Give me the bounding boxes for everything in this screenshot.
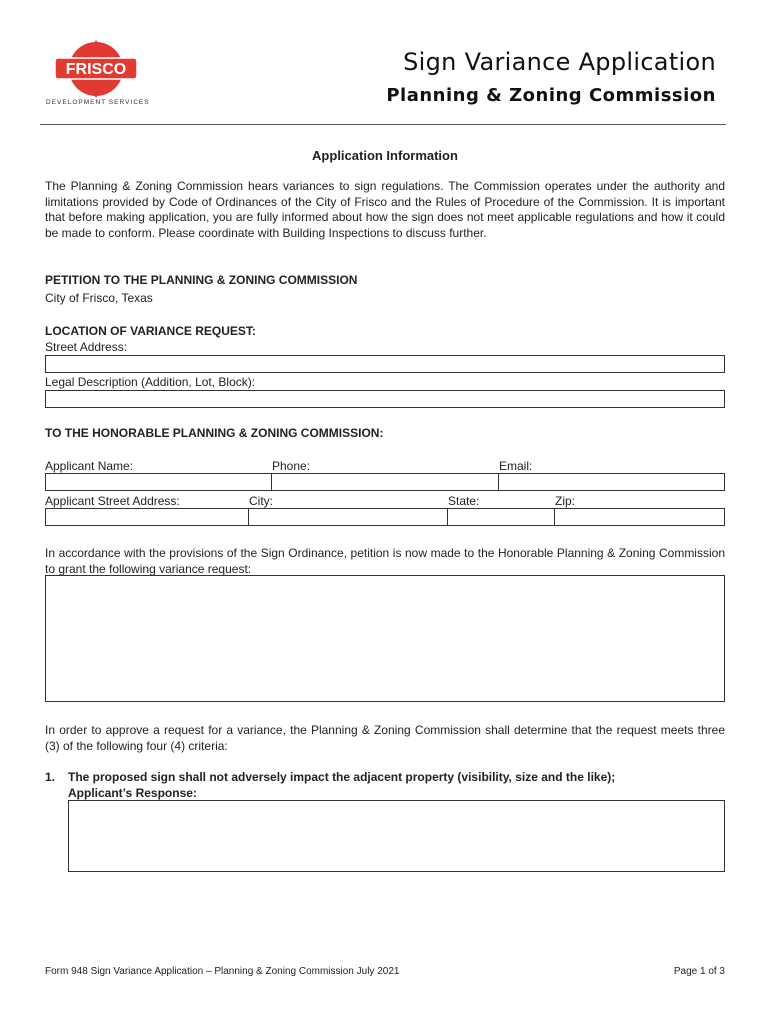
applicant-contact-row xyxy=(45,473,725,491)
variance-request-field[interactable] xyxy=(45,575,725,702)
city-label: City: xyxy=(249,494,273,508)
state-field[interactable] xyxy=(448,508,555,526)
legal-description-field[interactable] xyxy=(45,390,725,408)
street-address-field[interactable] xyxy=(45,355,725,373)
application-info-heading: Application Information xyxy=(312,148,458,163)
variance-request-intro: In accordance with the provisions of the Sign Ordinance, petition is now made to the Honorable Planning & Zoning Commission to grant the following variance request: xyxy=(45,546,725,576)
page-title: Sign Variance Application xyxy=(403,48,716,76)
applicant-response-field[interactable] xyxy=(68,800,725,872)
criteria-item-1-number: 1. xyxy=(45,770,56,784)
logo-text: FRISCO xyxy=(65,61,127,78)
application-info-body: The Planning & Zoning Commission hears variances to sign regulations. The Commission operates under the authority and limitations provided by Code of Ordinances of the City of Frisco and the Rules of Procedure of the Commission. It is important that before making application, you are fully informed about how the sign does not meet applicable regulations and how it could be made to conform. Please coordinate with Building Inspections to discuss further. xyxy=(45,179,725,240)
street-address-label: Street Address: xyxy=(45,340,128,354)
petition-heading: PETITION TO THE PLANNING & ZONING COMMISSION xyxy=(45,273,358,287)
phone-field[interactable] xyxy=(272,473,499,491)
legal-description-label: Legal Description (Addition, Lot, Block): xyxy=(45,375,256,389)
footer-page-number: Page 1 of 3 xyxy=(673,966,725,977)
zip-field[interactable] xyxy=(555,508,725,526)
applicant-address-field[interactable] xyxy=(45,508,249,526)
criteria-intro: In order to approve a request for a variance, the Planning & Zoning Commission shall determine that the request meets three (3) of the following four (4) criteria: xyxy=(45,723,725,753)
location-heading: LOCATION OF VARIANCE REQUEST: xyxy=(45,324,256,338)
page-subtitle: Planning & Zoning Commission xyxy=(386,85,716,106)
applicant-address-label: Applicant Street Address: xyxy=(45,494,180,508)
city-field[interactable] xyxy=(249,508,448,526)
phone-label: Phone: xyxy=(272,459,311,473)
petition-city: City of Frisco, Texas xyxy=(45,291,153,305)
criteria-item-1-text: The proposed sign shall not adversely impact the adjacent property (visibility, size and the like); xyxy=(68,770,616,784)
applicant-response-label: Applicant’s Response: xyxy=(68,786,197,800)
header-divider xyxy=(40,124,726,125)
email-field[interactable] xyxy=(499,473,725,491)
applicant-address-row xyxy=(45,508,725,526)
applicant-name-field[interactable] xyxy=(45,473,272,491)
footer-form-info: Form 948 Sign Variance Application – Planning & Zoning Commission July 2021 xyxy=(45,966,400,977)
applicant-heading: TO THE HONORABLE PLANNING & ZONING COMMISSION: xyxy=(45,426,384,440)
email-label: Email: xyxy=(499,459,533,473)
logo-subtext: DEVELOPMENT SERVICES xyxy=(46,99,150,106)
state-label: State: xyxy=(448,494,480,508)
applicant-name-label: Applicant Name: xyxy=(45,459,134,473)
zip-label: Zip: xyxy=(555,494,576,508)
